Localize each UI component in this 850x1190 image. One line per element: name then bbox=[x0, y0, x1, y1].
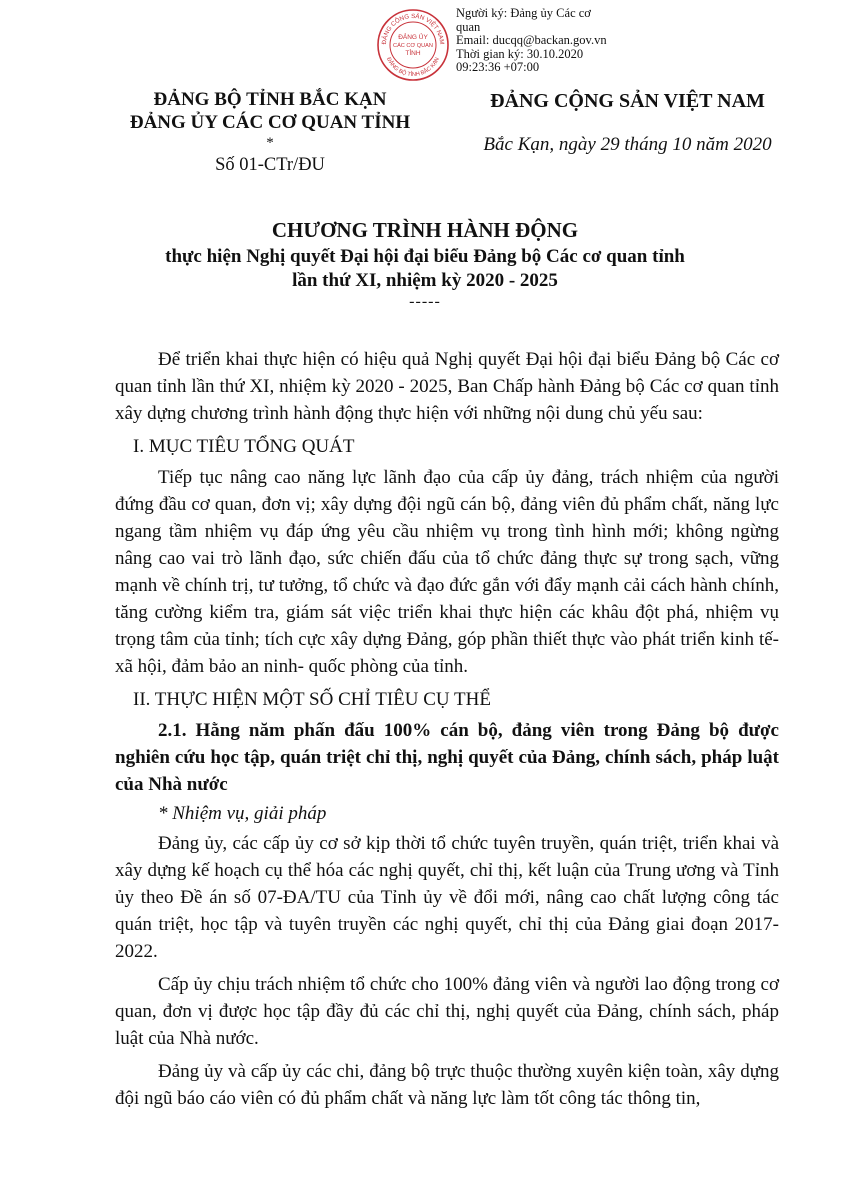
tasks-paragraph-3: Đảng ủy và cấp ủy các chi, đảng bộ trực thuộc thường xuyên kiện toàn, xây dựng đội ngũ báo cáo viên có đủ phẩm chất và năng lực làm tốt công tác thông tin, bbox=[115, 1061, 779, 1109]
sign-time-line1: Thời gian ký: 30.10.2020 bbox=[456, 46, 584, 61]
subtitle-line2: lần thứ XI, nhiệm kỳ 2020 - 2025 bbox=[292, 270, 558, 291]
tasks-paragraph-1: Đảng ủy, các cấp ủy cơ sở kịp thời tổ chức tuyên truyền, quán triệt, triển khai và xây dựng kế hoạch cụ thể hóa các nghị quyết, chỉ thị, kết luận của Trung ương và Tỉnh ủy theo Đề án số 07-ĐA/TU của Tỉnh ủy về đổi mới, nâng cao chất lượng công tác quán triệt, học tập và tuyên truyền các nghị quyết, chỉ thị của Đảng giai đoạn 2017- 2022. bbox=[115, 833, 779, 962]
issuing-organization bbox=[105, 88, 435, 177]
document-subtitle bbox=[60, 245, 790, 293]
item-2-1-heading: 2.1. Hằng năm phấn đấu 100% cán bộ, đảng viên trong Đảng bộ được nghiên cứu học tập, quán triệt chỉ thị, nghị quyết của Đảng, chính sách, pháp luật của Nhà nước bbox=[115, 720, 779, 795]
document-title: CHƯƠNG TRÌNH HÀNH ĐỘNG bbox=[271, 218, 579, 242]
title-divider: ----- bbox=[409, 293, 441, 310]
signer-email: Email: ducqq@backan.gov.vn bbox=[456, 33, 607, 47]
digital-signature-info bbox=[456, 7, 656, 75]
signer-line1: Người ký: Đảng ủy Các cơ bbox=[456, 6, 591, 20]
tasks-label: * Nhiệm vụ, giải pháp bbox=[158, 803, 327, 824]
section-heading-1: I. MỤC TIÊU TỔNG QUÁT bbox=[133, 436, 355, 457]
stamp-center-line1: ĐẢNG ỦY bbox=[398, 34, 428, 41]
signer-line2: quan bbox=[456, 19, 481, 34]
stamp-top-text: ĐẢNG CỘNG SẢN VIỆT NAM bbox=[380, 12, 446, 45]
star-separator: * bbox=[266, 135, 274, 151]
section1-paragraph: Tiếp tục nâng cao năng lực lãnh đạo của cấp ủy đảng, trách nhiệm của người đứng đầu cơ quan, đơn vị; xây dựng đội ngũ cán bộ, đảng viên đủ phẩm chất, năng lực ngang tầm nhiệm vụ đáp ứng yêu cầu nhiệm vụ trong tình hình mới; không ngừng nâng cao vai trò lãnh đạo, sức chiến đấu của tổ chức đảng thực sự trong sạch, vững mạnh về chính trị, tư tưởng, tổ chức và đạo đức gắn với đẩy mạnh cải cách hành chính, tăng cường kiểm tra, giám sát việc triển khai thực hiện các khâu đột phá, nhiệm vụ trọng tâm của tỉnh; tích cực xây dựng Đảng, góp phần thiết thực vào phát triển kinh tế- xã hội, đảm bảo an ninh- quốc phòng của tỉnh. bbox=[115, 467, 779, 677]
official-stamp bbox=[376, 8, 450, 82]
org-line1: ĐẢNG BỘ TỈNH BẮC KẠN bbox=[153, 89, 387, 110]
stamp-center-line2: CÁC CƠ QUAN bbox=[393, 43, 433, 49]
subtitle-line1: thực hiện Nghị quyết Đại hội đại biểu Đảng bộ Các cơ quan tỉnh bbox=[165, 246, 685, 267]
stamp-bottom-text: ĐẢNG BỘ TỈNH BẮC KẠN bbox=[385, 56, 441, 79]
document-body bbox=[115, 346, 779, 1118]
stamp-center-line3: TỈNH bbox=[405, 50, 421, 57]
org-line2: ĐẢNG ỦY CÁC CƠ QUAN TỈNH bbox=[129, 112, 411, 133]
document-date: Bắc Kạn, ngày 29 tháng 10 năm 2020 bbox=[483, 134, 772, 155]
intro-paragraph: Để triển khai thực hiện có hiệu quả Nghị quyết Đại hội đại biểu Đảng bộ Các cơ quan tỉnh lần thứ XI, nhiệm kỳ 2020 - 2025, Ban Chấp hành Đảng bộ Các cơ quan tỉnh xây dựng chương trình hành động thực hiện với những nội dung chủ yếu sau: bbox=[115, 349, 779, 424]
section-heading-2: II. THỰC HIỆN MỘT SỐ CHỈ TIÊU CỤ THỂ bbox=[133, 689, 491, 710]
sign-time-line2: 09:23:36 +07:00 bbox=[456, 60, 540, 74]
tasks-paragraph-2: Cấp ủy chịu trách nhiệm tổ chức cho 100% đảng viên và người lao động trong cơ quan, đơn vị được học tập đầy đủ các chỉ thị, nghị quyết của Đảng, chính sách, pháp luật của Nhà nước. bbox=[115, 974, 779, 1049]
document-number: Số 01-CTr/ĐU bbox=[215, 155, 325, 175]
party-heading: ĐẢNG CỘNG SẢN VIỆT NAM bbox=[490, 90, 765, 112]
